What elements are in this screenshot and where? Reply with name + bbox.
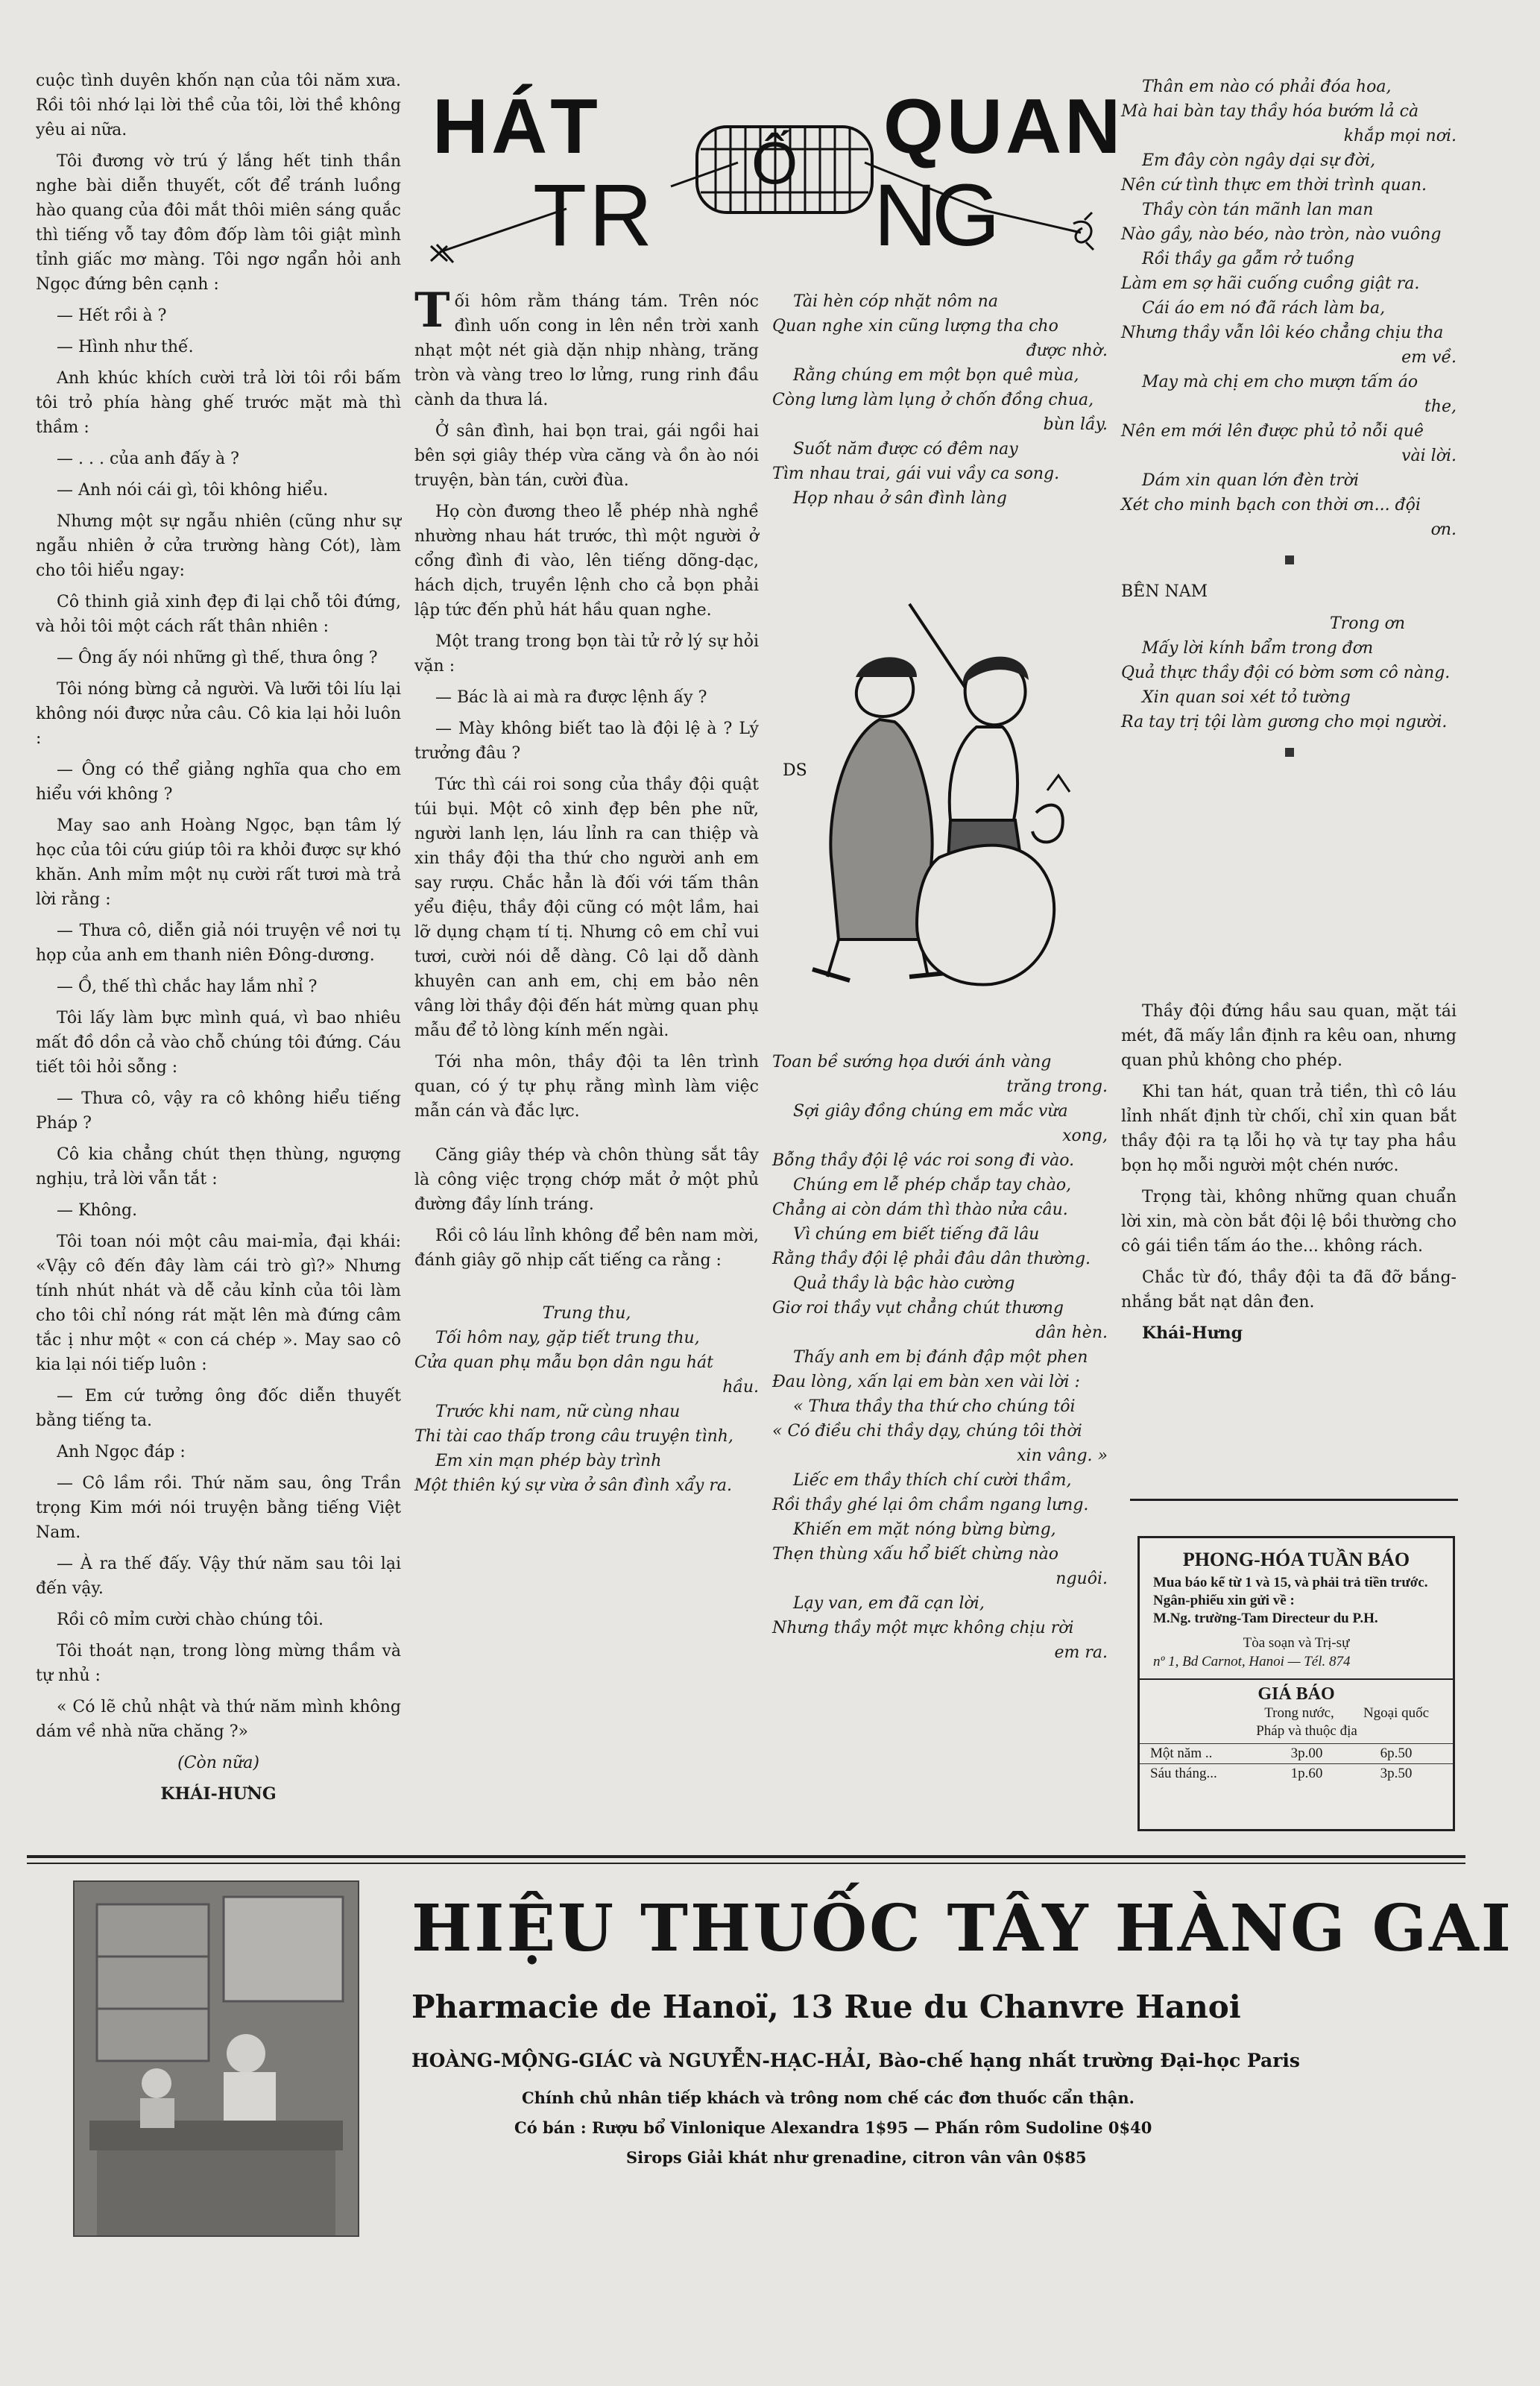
heading-trong-t: T — [533, 166, 587, 265]
verse-line: Nào gầy, nào béo, nào tròn, nào vuông — [1121, 225, 1442, 244]
price-title: GIÁ BÁO — [1257, 1684, 1335, 1704]
verse-line: Chúng em lễ phép chắp tay chào, — [793, 1176, 1072, 1194]
verse-line: Quả thực thầy đội có bờm sơm cô nàng. — [1121, 664, 1451, 682]
col4-para: Thầy đội đứng hầu sau quan, mặt tái mét, đã mấy lần định ra kêu oan, nhưng quan phủ không cho phép. — [1121, 1002, 1457, 1070]
verse-line: được nhờ. — [1026, 341, 1108, 360]
verse-line: Trong ơn — [1330, 614, 1406, 633]
col1-para: — Thưa cô, diễn giả nói truyện về nơi tụ họp của anh em thanh niên Đông-dương. — [36, 922, 401, 965]
ad-line-4: Sirops Giải khát như grenadine, citron vân vân 0$85 — [626, 2148, 1087, 2167]
col1-para: May sao anh Hoàng Ngọc, bạn tâm lý học của tôi cứu giúp tôi ra khỏi được sự khó khăn. Anh mỉm một nụ cười rất tươi mà trả lời rằng : — [36, 816, 401, 909]
heading-quan: QUAN — [883, 84, 1124, 170]
verse-line: Rồi thầy ghé lại ôm chầm ngang lưng. — [772, 1496, 1089, 1514]
verse-line: Thấy anh em bị đánh đập một phen — [793, 1348, 1088, 1367]
verse-line: em về. — [1401, 348, 1457, 367]
col1-para: — . . . của anh đấy à ? — [57, 450, 239, 468]
subscription-top-rule — [1130, 1499, 1458, 1501]
verse-line: Bỗng thầy đội lệ vác roi song đi vào. — [772, 1151, 1075, 1170]
verse-line: Thầy còn tán mãnh lan man — [1142, 201, 1374, 219]
col2-para: Ở sân đình, hai bọn trai, gái ngồi hai bên sợi giây thép vừa căng và ồn ào nói truyện, bàn tán, cười đùa. — [414, 422, 759, 490]
subscription-line2: M.Ng. trường-Tam Directeur du P.H. — [1153, 1611, 1378, 1626]
col1-para: — Ông có thể giảng nghĩa qua cho em hiểu với không ? — [36, 761, 401, 804]
verse-line: khắp mọi nơi. — [1343, 127, 1457, 145]
verse-line: Tài hèn cóp nhặt nôm na — [793, 292, 998, 311]
poem-line: Một thiên ký sự vừa ở sân đình xẩy ra. — [414, 1476, 732, 1495]
subscription-divider — [1140, 1678, 1453, 1680]
verse-line: Nên cứ tình thực em thời trình quan. — [1121, 176, 1427, 195]
verse-line: dân hèn. — [1035, 1323, 1108, 1342]
price-header-row — [1140, 1704, 1453, 1722]
col1-para: « Có lẽ chủ nhật và thứ năm mình không dám về nhà nữa chăng ?» — [36, 1698, 401, 1741]
col2-para: Họ còn đương theo lễ phép nhà nghề nhường nhau hát trước, thì một người ở cổng đình đi vào, lên tiếng dõng-dạc, hách dịch, truyền lệnh cho cả bọn phải lập tức đến phủ hát hầu quan nghe. — [414, 503, 759, 620]
price-subheader-blank — [1150, 1722, 1232, 1740]
ad-subtitle: Pharmacie de Hanoï, 13 Rue du Chanvre Hanoi — [411, 1989, 1241, 2025]
col1-para: Tôi lấy làm bực mình quá, vì bao nhiêu mất đồ dồn cả vào chỗ chúng tôi đứng. Cáu tiết tôi hỏi sỗng : — [36, 1009, 401, 1077]
price-row-label: Sáu tháng... — [1150, 1766, 1217, 1781]
column-4-prose — [1121, 999, 1457, 1353]
col1-para: cuộc tình duyên khốn nạn của tôi năm xưa. Rồi tôi nhớ lại lời thề của tôi, lời thề không yêu ai nữa. — [36, 72, 401, 139]
verse-line: nguôi. — [1055, 1570, 1108, 1588]
column-1-story — [36, 69, 401, 1813]
verse-line: Cái áo em nó đã rách làm ba, — [1142, 299, 1386, 318]
verse-line: Mà hai bàn tay thầy hóa bướm lả cà — [1121, 102, 1419, 121]
verse-line: Suốt năm được có đêm nay — [793, 440, 1018, 459]
col2-para: — Bác là ai mà ra được lệnh ấy ? — [435, 688, 707, 707]
col1-para: — Em cứ tưởng ông đốc diễn thuyết bằng tiếng ta. — [36, 1387, 401, 1430]
verse-line: Quan nghe xin cũng lượng tha cho — [772, 317, 1058, 336]
col4-para: Chắc từ đó, thầy đội ta đã đỡ bắng-nhắng bắt nạt dân đen. — [1121, 1268, 1457, 1312]
col1-para: — Ồ, thế thì chắc hay lắm nhỉ ? — [57, 978, 318, 996]
heading-trong-g: G — [932, 166, 1000, 265]
subscription-title: PHONG-HÓA TUẦN BÁO — [1182, 1549, 1410, 1570]
verse-line: Sợi giây đồng chúng em mắc vừa — [793, 1102, 1068, 1121]
poem-line: Cửa quan phụ mẫu bọn dân ngu hát — [414, 1353, 713, 1372]
ad-line-1: HOÀNG-MỘNG-GIÁC và NGUYỄN-HẠC-HẢI, Bào-chế hạng nhất trường Đại-học Paris — [411, 2050, 1300, 2071]
col2-para: — Mày không biết tao là đội lệ à ? Lý trưởng đâu ? — [414, 720, 759, 763]
col1-para: Cô thinh giả xinh đẹp đi lại chỗ tôi đứng, và hỏi tôi một cách rất thân nhiên : — [36, 593, 401, 636]
col1-para: Tôi thoát nạn, trong lòng mừng thầm và tự nhủ : — [36, 1642, 401, 1685]
col1-con-nua: (Còn nữa) — [177, 1754, 259, 1772]
verse-line: Toan bề sướng họa dưới ánh vàng — [772, 1053, 1052, 1071]
col1-para: Anh Ngọc đáp : — [57, 1443, 186, 1461]
verse-line: Xin quan soi xét tỏ tường — [1142, 688, 1351, 707]
col1-para: — Không. — [57, 1201, 138, 1220]
verse-line: Mấy lời kính bẩm trong đơn — [1142, 639, 1374, 658]
col1-para: Rồi cô mỉm cười chào chúng tôi. — [57, 1611, 324, 1629]
official-and-girl-illustration — [768, 589, 1126, 1007]
verse-line: Rằng thầy đội lệ phải đâu dân thường. — [772, 1250, 1091, 1268]
verse-line: Ra tay trị tội làm gương cho mọi người. — [1121, 713, 1448, 731]
col2-first-text: ối hôm rằm tháng tám. Trên nóc đình uốn cong in lên nền trời xanh nhạt một nét già dặn nhịp nhàng, trăng tròn và vàng treo lơ lửng, rung rinh đầu cành da thưa lá. — [414, 292, 759, 409]
col1-para: — Ông ấy nói những gì thế, thưa ông ? — [57, 649, 378, 667]
col2-para: Tới nha môn, thầy đội ta lên trình quan, có ý tự phụ rằng mình làm việc mẫn cán và đắc lực. — [414, 1053, 759, 1121]
price-row-domestic: 3p.00 — [1290, 1746, 1323, 1761]
verse-line: trăng trong. — [1006, 1077, 1108, 1096]
col4-para: Khi tan hát, quan trả tiền, thì cô láu lỉnh nhất định từ chối, chỉ xin quan bắt thầy đội ra tạ lỗi họ và tự tay pha hầu bọn họ mỗi người một chén nước. — [1121, 1083, 1457, 1175]
ad-title: HIỆU THUỐC TÂY HÀNG GAI — [411, 1891, 1513, 1966]
verse-line: Thân em nào có phải đóa hoa, — [1142, 78, 1392, 96]
verse-line: ơn. — [1430, 520, 1457, 539]
verse-line: Giơ roi thầy vụt chẳng chút thương — [772, 1299, 1064, 1318]
col2-para: Rồi cô láu lỉnh không để bên nam mời, đánh giây gõ nhịp cất tiếng ca rằng : — [414, 1227, 759, 1270]
verse-line: Còng lưng làm lụng ở chốn đồng chua, — [772, 391, 1094, 409]
verse-line: Thẹn thùng xấu hổ biết chừng nào — [772, 1545, 1059, 1564]
col4-para: Trọng tài, không những quan chuẩn lời xin, mà còn bắt đội lệ bồi thường cho cô gái tiền tấm áo the... không rách. — [1121, 1188, 1457, 1256]
heading-banner — [417, 75, 1133, 283]
svg-text:DS: DS — [783, 761, 807, 780]
verse-line: xong, — [1062, 1127, 1108, 1145]
col1-author: KHÁI-HƯNG — [160, 1784, 277, 1804]
heading-trong-n: N — [874, 166, 938, 265]
poem-line: hầu. — [722, 1378, 759, 1397]
verse-line: vài lời. — [1401, 447, 1457, 465]
price-col-head-1: Trong nước, — [1264, 1705, 1334, 1721]
price-row-domestic: 1p.60 — [1290, 1766, 1323, 1781]
verse-line: Xét cho minh bạch con thời ơn... đội — [1121, 496, 1421, 514]
verse-line: Họp nhau ở sân đình làng — [793, 489, 1007, 508]
subscription-line1: Mua báo kể từ 1 và 15, và phải trả tiền trước. Ngân-phiếu xin gửi về : — [1153, 1575, 1428, 1608]
col1-para: Nhưng một sự ngẫu nhiên (cũng như sự ngẫu nhiên ở cửa trường hàng Cót), làm cho tôi hiểu ngay: — [36, 512, 401, 580]
verse-line: « Có điều chi thầy dạy, chúng tôi thời — [772, 1422, 1082, 1441]
verse-line: Rồi thầy ga gẫm rở tuồng — [1142, 250, 1355, 268]
price-header-blank — [1150, 1704, 1247, 1722]
heading-trong-r: R — [589, 166, 653, 265]
verse-line: Rằng chúng em một bọn quê mùa, — [793, 366, 1079, 385]
verse-line: Khiến em mặt nóng bừng bừng, — [793, 1520, 1056, 1539]
poem-line: Thi tài cao thấp trong câu truyện tình, — [414, 1427, 733, 1446]
dropcap-t: T — [414, 283, 450, 339]
col2-poem — [414, 1301, 759, 1498]
price-subheader-row — [1140, 1722, 1453, 1740]
verse-line: Quả thầy là bậc hào cường — [793, 1274, 1015, 1293]
ad-line-3: Có bán : Rượu bổ Vinlonique Alexandra 1$95 — Phấn rôm Sudoline 0$40 — [514, 2118, 1152, 2137]
subscription-box — [1137, 1536, 1455, 1831]
verse-line: Nên em mới lên được phủ tỏ nỗi quê — [1121, 422, 1424, 441]
verse-line: Em đây còn ngây dại sự đời, — [1142, 151, 1376, 170]
col1-para: Tôi đương vờ trú ý lắng hết tinh thần nghe bài diễn thuyết, cốt để tránh luồng hào quang của đôi mắt thôi miên sáng quắc thì tiếng vỗ tay đôm đốp làm tôi giật mình tỉnh giấc mơ màng. Tôi ngơ ngẩn hỏi anh Ngọc đứng bên cạnh : — [36, 152, 401, 294]
column-4-verse — [1121, 75, 1457, 775]
col2-para: Tức thì cái roi song của thầy đội quật túi bụi. Một cô xinh đẹp bên phe nữ, người lanh lẹn, láu lỉnh ra can thiệp và xin thầy đội tha thứ cho người anh em say rượu. Chắc hẳn là đối với tấm thân yểu điệu, thầy đội cũng có một lầm, hai lỡ dụng chạm tí tị. Nhưng cô em chỉ vui tươi, cười nói dễ dàng. Cô lại dỗ dành khuyên can anh em, chị em bảo nên vâng lời thầy đội đến hát mừng quan phụ mẫu để tỏ lòng kính mến ngài. — [414, 775, 759, 1040]
verse-line: « Thưa thầy tha thứ cho chúng tôi — [793, 1397, 1076, 1416]
col1-para: Cô kia chẳng chút thẹn thùng, ngượng nghịu, trả lời vẫn tắt : — [36, 1145, 401, 1189]
pharmacy-photo-scene — [75, 1882, 358, 2235]
col1-para: Tôi nóng bừng cả người. Và lưỡi tôi líu lại không nói được nửa câu. Cô kia lại hỏi luôn : — [36, 680, 401, 748]
verse-line: Dám xin quan lớn đèn trời — [1142, 471, 1360, 490]
ben-nam-label: BÊN NAM — [1121, 582, 1208, 601]
price-row-foreign: 3p.50 — [1380, 1766, 1413, 1781]
verse-line: em ra. — [1054, 1643, 1108, 1662]
price-row-foreign: 6p.50 — [1380, 1746, 1413, 1761]
verse-line: bùn lầy. — [1043, 415, 1108, 434]
price-col-head-2: Ngoại quốc — [1363, 1705, 1430, 1721]
verse-line: May mà chị em cho mượn tấm áo — [1142, 373, 1418, 391]
section-square-ornament — [1285, 748, 1294, 757]
ad-top-rule — [27, 1855, 1465, 1858]
verse-line: Tìm nhau trai, gái vui vầy ca song. — [772, 465, 1060, 483]
verse-line: Nhưng thầy vẫn lôi kéo chẳng chịu tha — [1121, 324, 1444, 342]
verse-line: xin vâng. » — [1017, 1447, 1108, 1465]
col1-para: Tôi toan nói một câu mai-mỉa, đại khái: «Vậy cô đến đây làm cái trò gì?» Nhưng tính nhút nhát và dễ cảu kỉnh của tôi làm cho tôi chỉ nóng rát mặt lên mà đứng câm tắc ị như một « con cá chép ». May sao cô kia lại nói tiếp luôn : — [36, 1233, 401, 1374]
column-2-story — [414, 283, 759, 1498]
col4-author: Khái-Hưng — [1142, 1323, 1243, 1343]
col1-para: — Hết rồi à ? — [57, 306, 167, 325]
col1-para: — À ra thế đấy. Vậy thứ năm sau tôi lại đến vậy. — [36, 1555, 401, 1598]
poem-line: Tối hôm nay, gặp tiết trung thu, — [435, 1329, 700, 1347]
col1-para: — Cô lầm rồi. Thứ năm sau, ông Trần trọng Kim mới nói truyện bằng tiếng Việt Nam. — [36, 1474, 401, 1542]
price-row — [1140, 1763, 1453, 1784]
price-col-sub-1: Pháp và thuộc địa — [1256, 1723, 1357, 1739]
verse-line: Chẳng ai còn dám thì thào nửa câu. — [772, 1200, 1068, 1219]
col2-para: Căng giây thép và chôn thùng sắt tây là công việc trọng chớp mắt ở một phủ đường đầy lính tráng. — [414, 1146, 759, 1214]
section-square-ornament — [1285, 555, 1294, 564]
poem-line: Em xin mạn phép bày trình — [435, 1452, 662, 1470]
verse-line: Đau lòng, xấn lại em bàn xen vài lời : — [772, 1373, 1080, 1391]
col1-para: — Anh nói cái gì, tôi không hiểu. — [57, 481, 329, 500]
verse-line: Liếc em thầy thích chí cười thầm, — [793, 1471, 1072, 1490]
verse-line: Làm em sợ hãi cuống cuồng giật ra. — [1121, 274, 1420, 293]
verse-line: the, — [1424, 397, 1457, 416]
col2-first-para — [414, 283, 759, 412]
verse-line: Lạy van, em đã cạn lời, — [793, 1594, 985, 1613]
ad-line-2: Chính chủ nhân tiếp khách và trông nom chế các đơn thuốc cẩn thận. — [522, 2088, 1135, 2107]
subscription-address: nº 1, Bd Carnot, Hanoi — Tél. 874 — [1153, 1654, 1351, 1669]
poem-line: Trước khi nam, nữ cùng nhau — [435, 1403, 681, 1421]
col1-para: — Hình như thế. — [57, 338, 194, 356]
col1-para: — Thưa cô, vậy ra cô không hiểu tiếng Pháp ? — [36, 1089, 401, 1133]
column-3-top-verse — [772, 289, 1108, 511]
price-row — [1140, 1743, 1453, 1763]
pharmacy-photo — [73, 1880, 359, 2237]
price-row-label: Một năm .. — [1150, 1746, 1213, 1761]
ad-top-rule-thin — [27, 1863, 1465, 1864]
subscription-office: Tòa soạn và Trị-sự — [1243, 1635, 1350, 1651]
verse-line: Vì chúng em biết tiếng đã lâu — [793, 1225, 1040, 1244]
poem-line: Trung thu, — [542, 1304, 631, 1323]
col2-para: Một trang trong bọn tài tử rở lý sự hỏi vặn : — [414, 632, 759, 676]
verse-line: Nhưng thầy một mực không chịu rời — [772, 1619, 1074, 1637]
heading-hat: HÁT — [432, 84, 601, 170]
column-3-verse — [772, 1050, 1108, 1665]
heading-trong-o: Ố — [751, 130, 798, 196]
col1-para: Anh khúc khích cười trả lời tôi rồi bấm tôi trỏ phía hàng ghế trước mặt mà thì thầm : — [36, 369, 401, 437]
